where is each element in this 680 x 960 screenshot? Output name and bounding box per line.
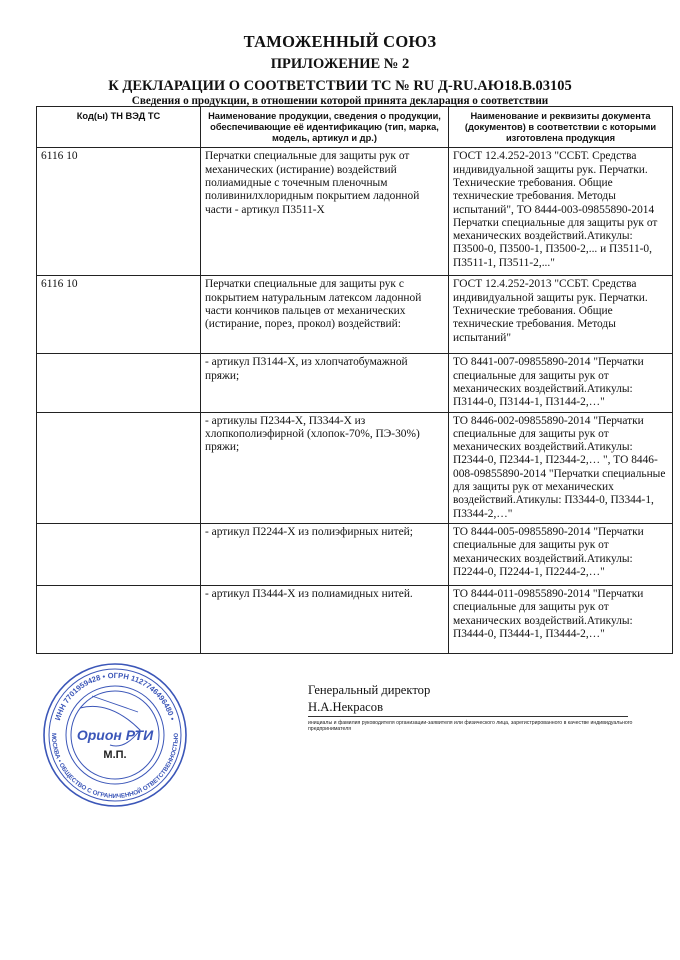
table-row [37, 148, 673, 276]
table-row [37, 585, 673, 653]
table-row [37, 523, 673, 585]
cell-product: - артикул П2244-Х из полиэфирных нитей; [201, 523, 449, 585]
cell-product: - артикулы П2344-Х, П3344-Х из хлопкополиэфирной (хлопок-70%, ПЭ-30%) пряжи; [201, 412, 449, 523]
cell-code [37, 585, 201, 653]
signature-line [308, 716, 628, 717]
cell-product: Перчатки специальные для защиты рук от механических (истирание) воздействий полиамидные с точечным пленочным поливинилхлоридным покрытием ладонной части - артикул П3511-Х [201, 148, 449, 276]
seal-ring-bottom-text: МОСКВА • ОБЩЕСТВО С ОГРАНИЧЕННОЙ ОТВЕТСТВЕННОСТЬЮ [49, 732, 181, 801]
table-row [37, 412, 673, 523]
cell-code: 6116 10 [37, 276, 201, 354]
cell-code: 6116 10 [37, 148, 201, 276]
table-row [37, 276, 673, 354]
seal-center-text: Орион РТИ [76, 727, 154, 743]
cell-code [37, 523, 201, 585]
cell-document: ТО 8444-005-09855890-2014 "Перчатки специальные для защиты рук от механических воздействий.Атикулы: П2244-0, П2244-1, П2244-2,…" [449, 523, 673, 585]
doc-subtitle: Сведения о продукции, в отношении которой принята декларация о соответствии [131, 95, 549, 107]
cell-document: ГОСТ 12.4.252-2013 "ССБТ. Средства индивидуальной защиты рук. Перчатки. Технические требования. Общие технические требования. Методы испытаний", ТО 8444-003-09855890-2014 Перчатки специальные для защиты рук от механических воздействий.Атикулы: П3500-0, П3500-1, П3500-2,... и П3511-0, П3511-1, П3511-2,..." [449, 148, 673, 276]
products-table [36, 106, 673, 654]
seal-ring-top-text: ИНН 7701959428 • ОГРН 1127746496480 • [53, 670, 177, 722]
cell-product: - артикул П3444-Х из полиамидных нитей. [201, 585, 449, 653]
column-header-product: Наименование продукции, сведения о продукции, обеспечивающие её идентификацию (тип, марка, модель, артикул и др.) [201, 107, 449, 148]
column-header-document: Наименование и реквизиты документа (документов) в соответствии с которыми изготовлена продукция [449, 107, 673, 148]
cell-code [37, 412, 201, 523]
cell-document: ГОСТ 12.4.252-2013 "ССБТ. Средства индивидуальной защиты рук. Перчатки. Технические требования. Общие технические требования. Методы испытаний" [449, 276, 673, 354]
signer-name: Н.А.Некрасов [308, 700, 384, 714]
signer-position: Генеральный директор [308, 683, 431, 697]
column-header-code: Код(ы) ТН ВЭД ТС [37, 107, 201, 148]
table-header-row [37, 107, 673, 148]
doc-title: ТАМОЖЕННЫЙ СОЮЗ [243, 32, 437, 51]
signature-caption: инициалы и фамилия руководителя организации-заявителя или физического лица, зарегистрированного в качестве индивидуального предпринимателя [308, 720, 633, 733]
appendix-number: ПРИЛОЖЕНИЕ № 2 [270, 56, 410, 72]
company-seal [40, 660, 190, 810]
cell-product: - артикул П3144-Х, из хлопчатобумажной пряжи; [201, 354, 449, 412]
cell-document: ТО 8444-011-09855890-2014 "Перчатки специальные для защиты рук от механических воздействий.Атикулы: П3444-0, П3444-1, П3444-2,…" [449, 585, 673, 653]
seal-mp-label: М.П. [103, 749, 127, 761]
cell-code [37, 354, 201, 412]
cell-product: Перчатки специальные для защиты рук с покрытием натуральным латексом ладонной части кончиков пальцев от механических (истирание, порез, прокол) воздействий: [201, 276, 449, 354]
declaration-number: К ДЕКЛАРАЦИИ О СООТВЕТСТВИИ ТС № RU Д-RU.АЮ18.В.03105 [108, 78, 572, 94]
cell-document: ТО 8446-002-09855890-2014 "Перчатки специальные для защиты рук от механических воздействий.Атикулы: П2344-0, П2344-1, П2344-2,… ", ТО 8446-008-09855890-2014 "Перчатки специальные для защиты рук от механических воздействий.Атикулы: П3344-0, П3344-1, П3344-2,…" [449, 412, 673, 523]
cell-document: ТО 8441-007-09855890-2014 "Перчатки специальные для защиты рук от механических воздействий.Атикулы: П3144-0, П3144-1, П3144-2,…" [449, 354, 673, 412]
table-row [37, 354, 673, 412]
